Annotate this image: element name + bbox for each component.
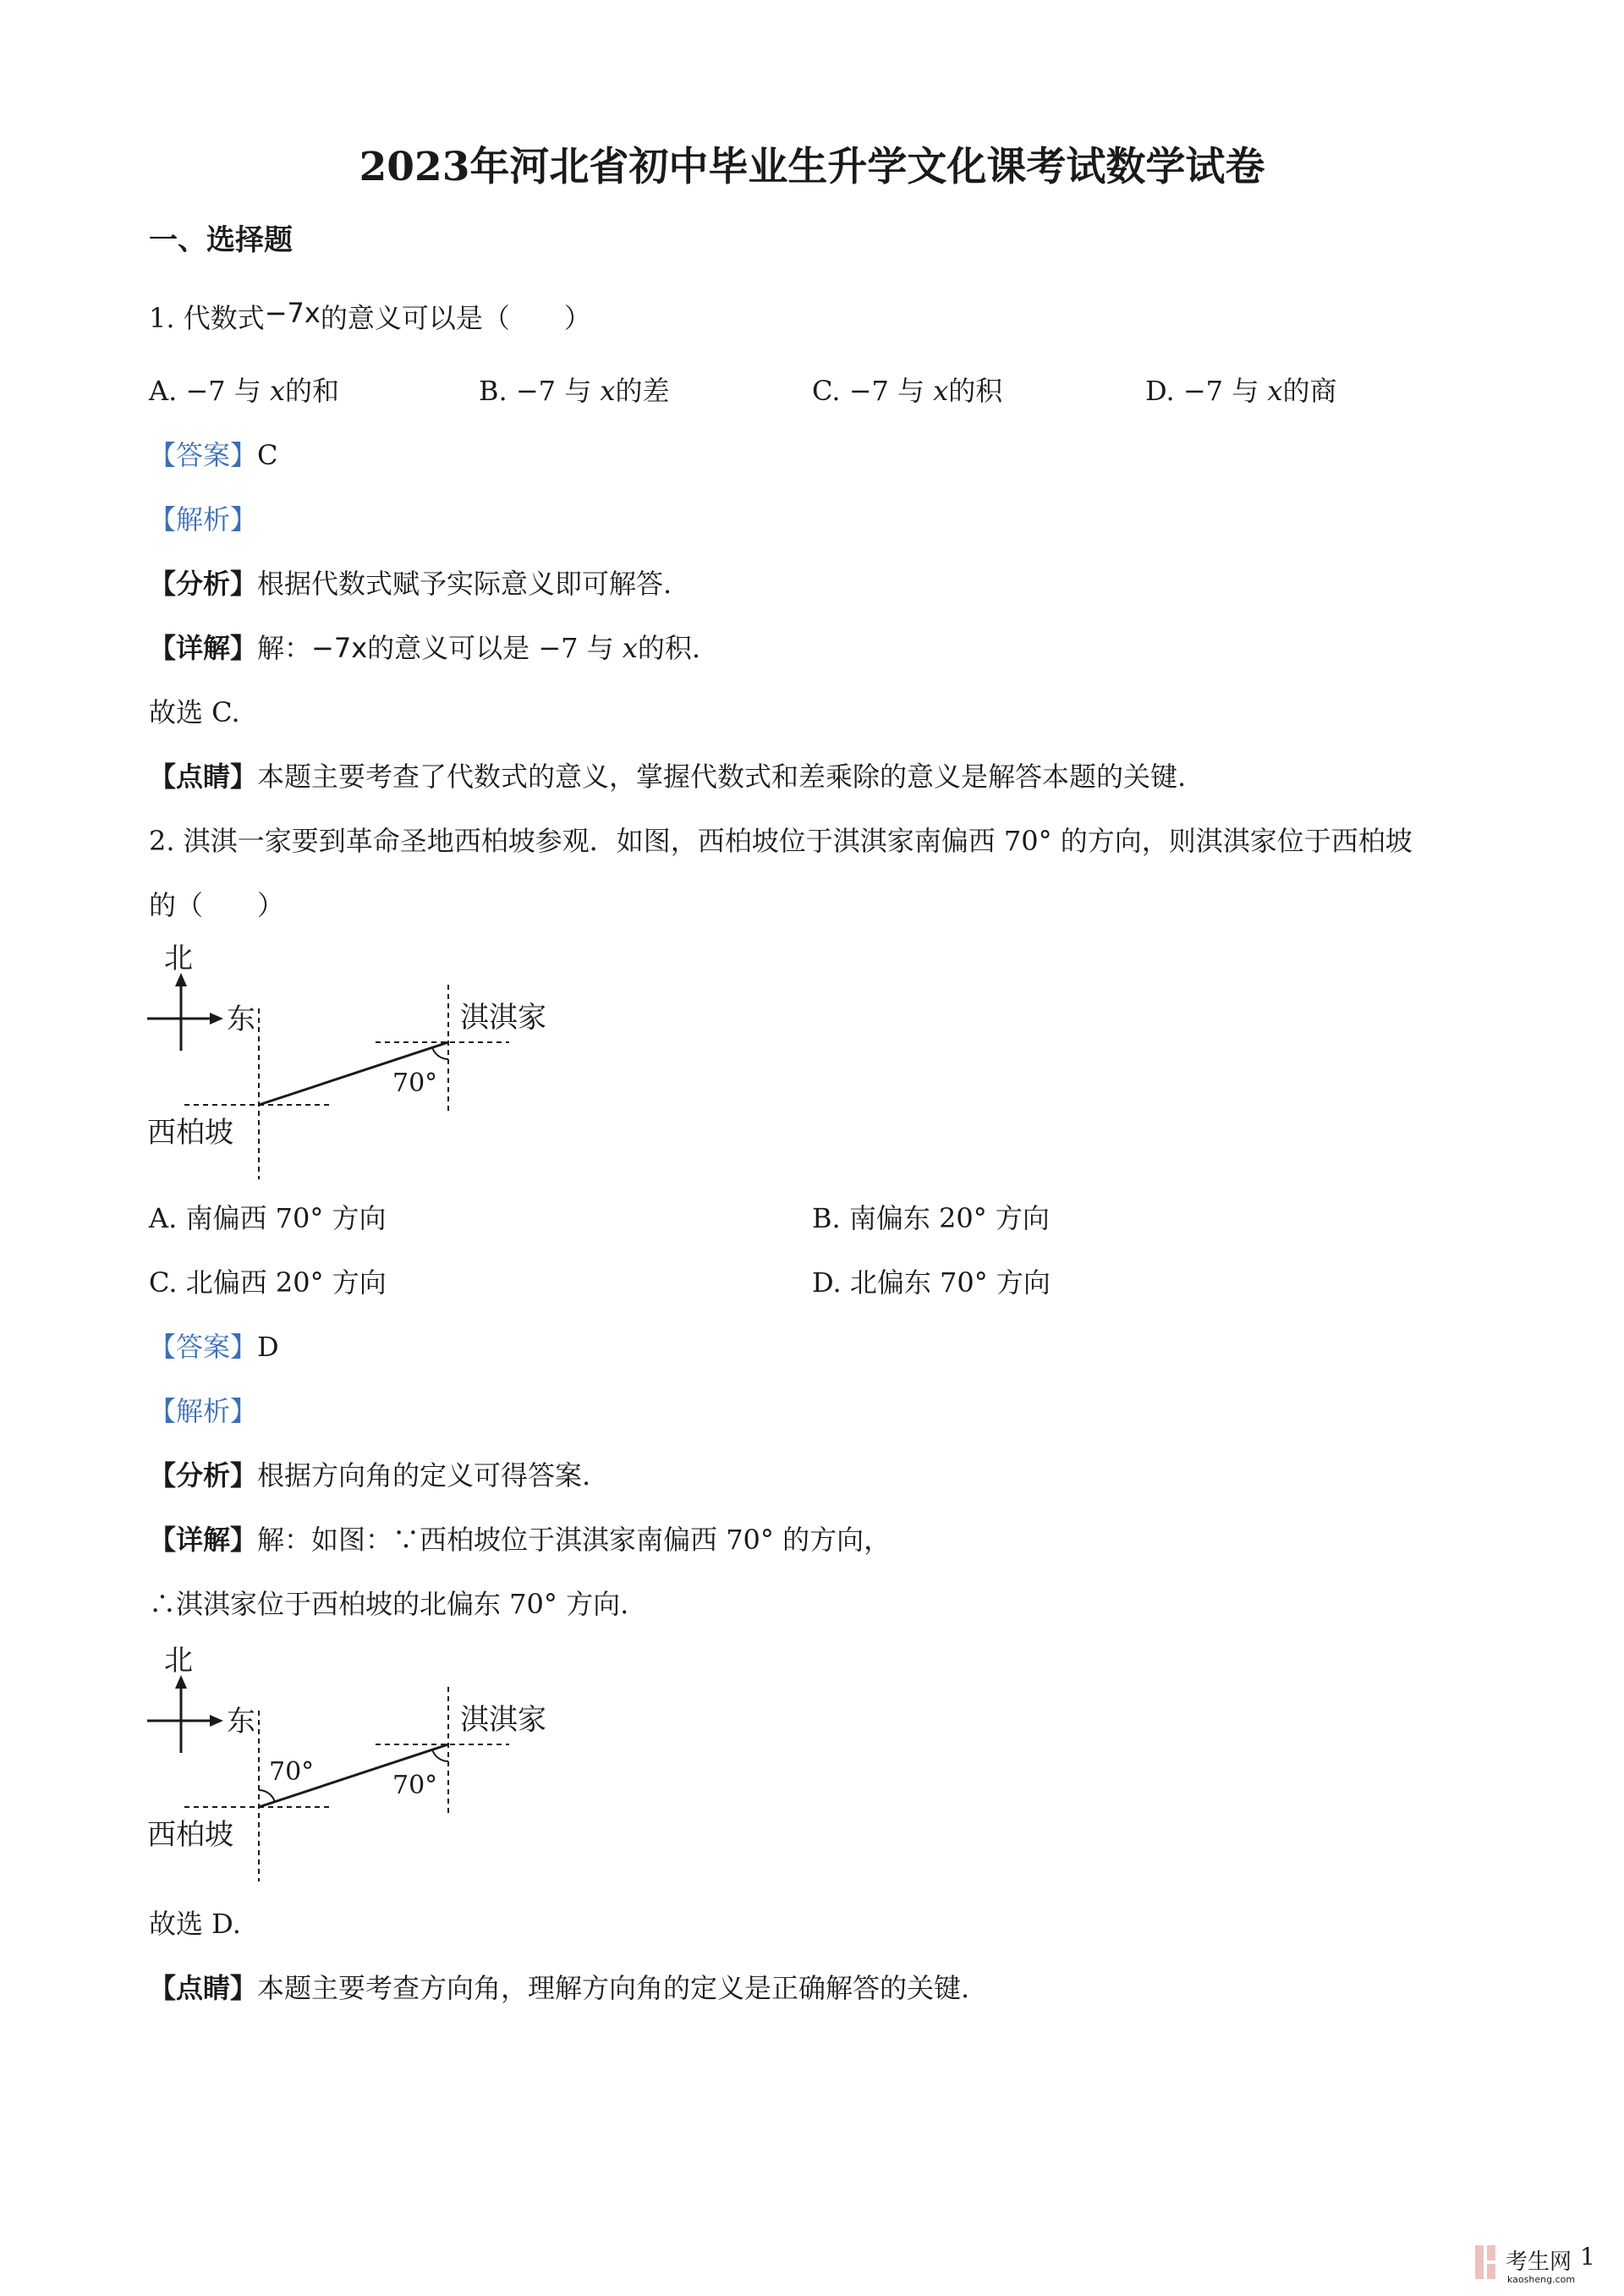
q1-fenxi	[149, 567, 672, 601]
angle-arc-home	[432, 1749, 448, 1761]
q2-answer	[149, 1330, 279, 1364]
option-letter: B.	[479, 375, 508, 407]
option-letter: B.	[812, 1202, 841, 1234]
dianjing-text: 本题主要考查了代数式的意义，掌握代数式和差乘除的意义是解答本题的关键.	[257, 761, 1187, 793]
xiangjie-label: 【详解】	[149, 1524, 258, 1556]
fenxi-label: 【分析】	[149, 1459, 258, 1491]
option-text: −7 与	[1182, 375, 1268, 407]
q2-option-a[interactable]	[149, 1201, 387, 1235]
xibaipo-label: 西柏坡	[147, 1818, 233, 1852]
option-letter: D.	[1145, 375, 1175, 407]
xibaipo-label: 西柏坡	[147, 1116, 233, 1150]
xiangjie-text: 的积.	[637, 632, 701, 664]
q1-option-c[interactable]	[812, 374, 1002, 408]
option-text: 北偏西 20° 方向	[185, 1266, 387, 1299]
q1-stem-post: 的意义可以是（ ）	[320, 302, 591, 334]
q2-figure	[135, 939, 575, 1184]
q1-analysis-label: 【解析】	[149, 503, 258, 536]
fenxi-text: 根据代数式赋予实际意义即可解答.	[257, 568, 672, 600]
watermark-logo	[1473, 2240, 1617, 2286]
option-var: x	[600, 375, 616, 407]
q2-dianjing	[149, 1971, 969, 2005]
angle-arc-xibaipo	[259, 1790, 275, 1802]
q2-xiangjie-line2: ∴淇淇家位于西柏坡的北偏东 70° 方向.	[149, 1588, 629, 1620]
q1-expr: −7x	[264, 297, 321, 329]
option-text: −7 与	[515, 375, 601, 407]
option-text: 南偏西 70° 方向	[185, 1202, 387, 1234]
angle-arc	[432, 1047, 448, 1059]
compass-icon	[147, 1675, 223, 1753]
q2-analysis-label: 【解析】	[149, 1395, 258, 1427]
fenxi-text: 根据方向角的定义可得答案.	[257, 1459, 591, 1491]
option-text: 的和	[285, 375, 340, 407]
q1-stem-pre: 1. 代数式	[149, 302, 265, 334]
fenxi-label: 【分析】	[149, 568, 258, 600]
xiangjie-expr: −7x	[311, 632, 368, 664]
q2-solution-figure	[135, 1641, 575, 1887]
home-label: 淇淇家	[460, 1001, 546, 1035]
page-number: 1	[1580, 2243, 1595, 2271]
answer-value: C	[257, 439, 278, 471]
xiangjie-text: 的意义可以是 −7 与	[367, 632, 623, 664]
option-letter: A.	[149, 375, 178, 407]
brand-icon	[1475, 2245, 1495, 2279]
q2-fenxi	[149, 1458, 590, 1492]
option-letter: C.	[149, 1266, 178, 1299]
option-letter: D.	[812, 1266, 842, 1299]
option-text: 北偏东 70° 方向	[849, 1266, 1051, 1299]
xiangjie-label: 【详解】	[149, 632, 258, 664]
q1-option-a[interactable]	[149, 374, 339, 408]
option-text: 的差	[615, 375, 670, 407]
q1-xiangjie	[149, 631, 700, 665]
angle-label: 70°	[392, 1068, 438, 1098]
q1-option-b[interactable]	[479, 374, 669, 408]
q2-stem-line1: 2. 淇淇一家要到革命圣地西柏坡参观．如图，西柏坡位于淇淇家南偏西 70° 的方向，则淇淇家位于西柏坡	[149, 825, 1413, 857]
q2-option-b[interactable]	[812, 1201, 1050, 1235]
q1-option-d[interactable]	[1145, 374, 1336, 408]
option-text: −7 与	[848, 375, 934, 407]
q2-stem-line2: 的（ ）	[149, 889, 285, 921]
answer-label: 【答案】	[149, 1331, 258, 1363]
xiangjie-text: 解：如图：∵西柏坡位于淇淇家南偏西 70° 的方向，	[257, 1524, 892, 1556]
option-var: x	[269, 375, 286, 407]
north-label: 北	[164, 942, 193, 975]
q2-xiangjie	[149, 1523, 891, 1557]
east-label: 东	[227, 1002, 255, 1036]
dianjing-label: 【点睛】	[149, 761, 258, 793]
option-text: 的积	[948, 375, 1003, 407]
q1-dianjing	[149, 760, 1186, 794]
east-label: 东	[227, 1705, 255, 1738]
answer-label: 【答案】	[149, 439, 258, 471]
q1-choose: 故选 C.	[149, 696, 240, 728]
q2-option-c[interactable]	[149, 1266, 387, 1299]
compass-icon	[147, 973, 223, 1051]
home-label: 淇淇家	[460, 1703, 546, 1737]
angle-label-xibaipo: 70°	[269, 1757, 315, 1787]
watermark-url: kaosheng.com	[1507, 2274, 1576, 2285]
q1-answer	[149, 438, 278, 472]
dianjing-label: 【点睛】	[149, 1972, 258, 2004]
option-text: 的商	[1282, 375, 1337, 407]
section-heading: 一、选择题	[149, 223, 293, 257]
xiangjie-text: 解：	[257, 632, 312, 664]
option-text: 南偏东 20° 方向	[848, 1202, 1050, 1234]
q1-stem	[149, 297, 591, 335]
answer-value: D	[257, 1331, 279, 1363]
angle-label-home: 70°	[392, 1771, 438, 1800]
north-label: 北	[164, 1644, 193, 1678]
option-var: x	[1267, 375, 1283, 407]
dianjing-text: 本题主要考查方向角，理解方向角的定义是正确解答的关键.	[257, 1972, 970, 2004]
option-var: x	[933, 375, 949, 407]
xiangjie-var: x	[622, 632, 638, 664]
watermark-brand: 考生网	[1506, 2249, 1572, 2275]
option-letter: C.	[812, 375, 841, 407]
q2-choose: 故选 D.	[149, 1908, 241, 1940]
option-text: −7 与	[185, 375, 270, 407]
page-title: 2023年河北省初中毕业生升学文化课考试数学试卷	[359, 144, 1265, 190]
q2-option-d[interactable]	[812, 1266, 1051, 1299]
option-letter: A.	[149, 1202, 178, 1234]
